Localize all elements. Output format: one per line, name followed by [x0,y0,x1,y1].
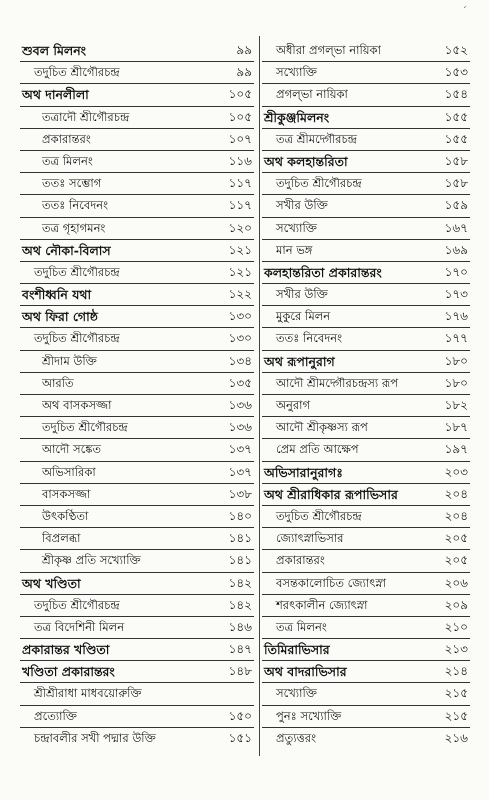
toc-entry-page: ১৫৮ [444,176,468,191]
toc-entry [20,373,254,395]
toc-entry-title: ততঃ সম্ভোগ [42,176,102,191]
toc-entry-title: তদুচিত শ্রীগৌরচন্দ্র [34,264,120,279]
toc-entry-page: ১০৭ [228,131,252,146]
toc-entry [262,506,470,528]
toc-entry-title: তদুচিত শ্রীগৌরচন্দ্র [34,597,120,612]
toc-entry [20,617,254,639]
toc-entry [20,595,254,617]
toc-entry-title: চন্দ্রাবলীর সখী পদ্মার উক্তি [34,730,156,745]
toc-entry-page: ১৪৭ [228,642,252,657]
toc-entry [262,395,470,417]
toc-entry-title: অথ বাসকসজ্জা [42,398,112,412]
toc-entry [20,351,254,373]
toc-entry-title: বসন্তকালোচিত জ্যোৎস্না [276,575,386,590]
toc-entry-title: অথ শ্রীরাধিকার রূপাভিসার [264,486,398,502]
toc-entry-title: সখ্যোক্তি [276,686,317,701]
toc-entry-page: ১৮৭ [444,420,468,435]
toc-entry-title: অথ নৌকা-বিলাস [22,242,111,258]
toc-entry-title: তদুচিত শ্রীগৌরচন্দ্র [276,508,362,523]
toc-entry-page: ২০৪ [444,486,468,501]
toc-entry-page: ১৫৫ [444,131,468,146]
toc-entry [20,462,254,484]
toc-entry-title: প্রগল্‌ভা নায়িকা [276,87,348,102]
toc-entry [262,528,470,550]
toc-entry-page: ১৩৮ [228,486,252,501]
toc-entry [262,417,470,439]
toc-entry-page: ১৩০ [228,309,252,324]
toc-entry [20,639,254,661]
toc-entry-page: ২০৫ [444,553,468,568]
toc-entry [20,706,254,728]
toc-entry-page: ১৪১ [228,553,252,568]
toc-entry [262,595,470,617]
toc-entry [262,151,470,173]
toc-entry [262,62,470,84]
toc-entry [20,173,254,195]
toc-entry-title: মান ভঙ্গ [276,242,313,257]
toc-entry [262,129,470,151]
toc-right-column [262,40,470,749]
toc-entry [262,728,470,749]
toc-entry [262,351,470,373]
toc-entry-page: ২০৪ [444,508,468,523]
toc-entry-page: ১০৫ [228,87,252,102]
toc-entry-title: অথ খণ্ডিতা [22,575,81,591]
toc-entry-title: উৎকণ্ঠিতা [42,508,89,523]
toc-entry [20,484,254,506]
toc-entry-title: আরতি [42,375,74,390]
toc-entry [262,240,470,262]
toc-entry-title: প্রেম প্রতি আক্ষেপ [276,442,359,457]
toc-entry-page: ৯৯ [236,43,252,57]
toc-entry [262,639,470,661]
toc-entry-title: সখীর উক্তি [276,287,328,302]
toc-entry [262,373,470,395]
toc-entry [20,218,254,240]
toc-entry-title: শরৎকালীন জ্যোৎস্না [276,597,368,612]
toc-entry-page: ১২১ [228,242,252,257]
toc-entry-page: ১৪২ [228,597,252,612]
toc-entry [20,528,254,550]
toc-entry [20,506,254,528]
toc-entry-title: অধীরা প্রগল্‌ভা নায়িকা [276,43,381,57]
toc-entry-page: ২১৩ [444,642,468,657]
toc-entry [262,40,470,62]
toc-entry-page: ১৫২ [444,43,468,57]
toc-entry-title: ততঃ নিবেদনং [276,331,343,346]
toc-entry-page: ১১৬ [228,153,252,168]
toc-entry [262,484,470,506]
toc-entry-page: ১৭০ [444,264,468,279]
toc-entry [262,84,470,106]
toc-entry [20,107,254,129]
toc-entry [262,173,470,195]
toc-entry-page: ১১৭ [228,198,252,213]
toc-entry-page: ১৩৭ [228,464,252,479]
toc-entry-title: তদুচিত শ্রীগৌরচন্দ্র [276,176,362,191]
toc-entry-title: শ্রীকুঞ্জমিলনং [264,109,330,125]
toc-entry-title: প্রত্যোক্তি [34,708,77,723]
toc-entry-page: ৯৯ [236,65,252,80]
toc-entry-title: আদৌ সঙ্কেত [42,442,102,457]
toc-entry-page: ১৩৬ [228,420,252,435]
toc-entry [262,683,470,705]
toc-entry-title: শ্রীশ্রীরাধা মাধবয়োরুক্তি [34,686,142,701]
toc-entry-page: ১১৭ [228,176,252,191]
toc-entry-title: শ্রীদাম উক্তি [42,353,97,368]
toc-entry-page: ১৪০ [228,508,252,523]
toc-entry-title: অনুরাগ [276,398,311,412]
toc-entry-title: প্রকারান্তরং [276,553,325,568]
toc-entry [20,728,254,749]
toc-entry [20,129,254,151]
toc-entry [262,462,470,484]
toc-entry-page: ১৮০ [444,353,468,368]
toc-entry-page: ১৫১ [228,730,252,745]
toc-entry [20,661,254,683]
toc-entry-page: ১৯৭ [444,442,468,457]
toc-entry [262,262,470,284]
toc-entry [20,284,254,306]
toc-entry [262,617,470,639]
toc-entry-title: বংশীধ্বনি যথা [22,287,92,303]
toc-entry [20,62,254,84]
toc-entry [262,306,470,328]
toc-entry [20,573,254,595]
toc-entry-title: অভিসারানুরাগঃ [264,464,343,480]
toc-entry-page: ২০৯ [444,597,468,612]
toc-entry-page: ১৫৫ [444,109,468,124]
toc-entry-title: শুবল মিলনং [22,43,87,58]
toc-entry-page: ২১৬ [444,730,468,745]
toc-entry-title: প্রকারান্তর খণ্ডিতা [22,642,110,658]
toc-entry-title: অথ বাদরাভিসার [264,664,347,680]
toc-entry [262,328,470,350]
corner-mark: ˊ [462,6,467,17]
toc-entry-title: অথ দানলীলা [22,87,89,103]
toc-entry [262,195,470,217]
toc-entry [20,84,254,106]
toc-entry-page: ১৫৩ [444,65,468,80]
toc-entry-page: ২১৫ [444,686,468,701]
toc-entry-title: সখীর উক্তি [276,198,328,213]
toc-entry [20,395,254,417]
toc-entry [262,706,470,728]
toc-entry-page: ১৫৮ [444,153,468,168]
toc-entry [262,661,470,683]
toc-entry [20,40,254,62]
toc-entry-title: পুনঃ সখ্যোক্তি [276,708,342,723]
toc-entry-page: ২১০ [444,619,468,634]
toc-entry-title: তত্র মিলনং [276,619,327,634]
toc-entry-page: ১৩৫ [228,375,252,390]
toc-entry-page: ১৫৯ [444,198,468,213]
toc-entry-page: ১৮০ [444,375,468,390]
toc-entry-title: তত্র বিদেশিনী মিলন [34,619,125,634]
toc-entry-page: ২১৪ [444,664,468,679]
toc-entry-title: ততঃ নিবেদনং [42,198,109,213]
toc-entry-title: তদুচিত শ্রীগৌরচন্দ্র [34,65,120,80]
toc-entry [262,439,470,461]
toc-entry [262,107,470,129]
toc-entry-title: অথ রূপানুরাগ [264,353,335,369]
toc-entry [20,151,254,173]
toc-entry-title: অভিসারিকা [42,464,96,479]
toc-entry [262,284,470,306]
toc-entry-page: ১৮২ [444,398,468,412]
toc-entry [20,306,254,328]
toc-entry-title: তত্র শ্রীমদ্গৌরচন্দ্র [276,131,357,146]
toc-entry-title: তত্র মিলনং [42,153,93,168]
toc-entry-page: ২০৬ [444,575,468,590]
toc-entry-page: ১২০ [228,220,252,235]
toc-entry-title: তদুচিত শ্রীগৌরচন্দ্র [42,420,128,435]
toc-entry-title: প্রকারান্তরং [42,131,91,146]
toc-entry-page: ১৭৬ [444,309,468,324]
toc-entry-title: তদুচিত শ্রীগৌরচন্দ্র [34,331,120,346]
toc-entry-title: অথ কলহান্তরিতা [264,153,348,169]
toc-entry [20,417,254,439]
toc-entry-title: প্রত্যুত্তরং [276,730,317,745]
toc-entry-page: ১৭৩ [444,287,468,302]
toc-entry-title: তত্রাদৌ শ্রীগৌরচন্দ্র [42,109,130,124]
toc-entry-title: জ্যোৎস্নাভিসার [276,531,344,546]
toc-entry-title: অথ ফিরা গোষ্ঠ [22,309,98,325]
toc-entry-page: ১৪১ [228,531,252,546]
toc-entry-title: সখ্যোক্তি [276,65,317,80]
toc-entry-page: ১৪২ [228,575,252,590]
toc-entry [20,195,254,217]
toc-entry-title: আদৌ শ্রীমদ্গৌরচন্দ্রস্য রূপ [276,375,399,390]
toc-entry-page: ১৫৪ [444,87,468,102]
toc-entry-page: ১২২ [228,287,252,302]
toc-entry-page: ১৬৭ [444,220,468,235]
toc-entry [20,240,254,262]
toc-entry-page: ২১৫ [444,708,468,723]
toc-entry-page: ১৪৮ [228,664,252,679]
toc-entry-title: বাসকসজ্জা [42,486,91,501]
toc-entry-page: ২০৩ [444,464,468,479]
toc-entry-title: কলহান্তরিতা প্রকারান্তরং [264,264,382,280]
toc-entry-page: ১৩৬ [228,398,252,412]
toc-entry-page: ১২১ [228,264,252,279]
toc-entry [20,439,254,461]
toc-entry [262,573,470,595]
toc-entry [262,218,470,240]
toc-entry-page: ১৬৯ [444,242,468,257]
toc-entry [20,262,254,284]
toc-entry-page: ২০৫ [444,531,468,546]
toc-left-column [20,40,254,749]
toc-entry-title: আদৌ শ্রীকৃষ্ণস্য রূপ [276,420,368,435]
toc-entry-page: ১৫০ [228,708,252,723]
toc-entry [20,328,254,350]
toc-entry-page: ১৩০ [228,331,252,346]
toc-entry-title: তত্র গৃহাগমনং [42,220,106,235]
toc-entry [20,550,254,572]
toc-entry-page: ১০৫ [228,109,252,124]
toc-entry-page: ১৩৪ [228,353,252,368]
toc-entry-title: সখ্যোক্তি [276,220,317,235]
toc-entry-title: বিপ্রলব্ধা [42,531,81,546]
toc-entry-page: ১৭৭ [444,331,468,346]
toc-entry-title: শ্রীকৃষ্ণ প্রতি সখ্যোক্তি [42,553,141,568]
toc-entry-title: মুকুরে মিলন [276,309,331,324]
toc-entry-page: ১৩৭ [228,442,252,457]
toc-entry [20,683,254,705]
toc-entry [262,550,470,572]
toc-entry-page: ১৪৬ [228,619,252,634]
toc-entry-title: তিমিরাভিসার [264,642,330,658]
toc-entry-title: খণ্ডিতা প্রকারান্তরং [22,664,115,680]
